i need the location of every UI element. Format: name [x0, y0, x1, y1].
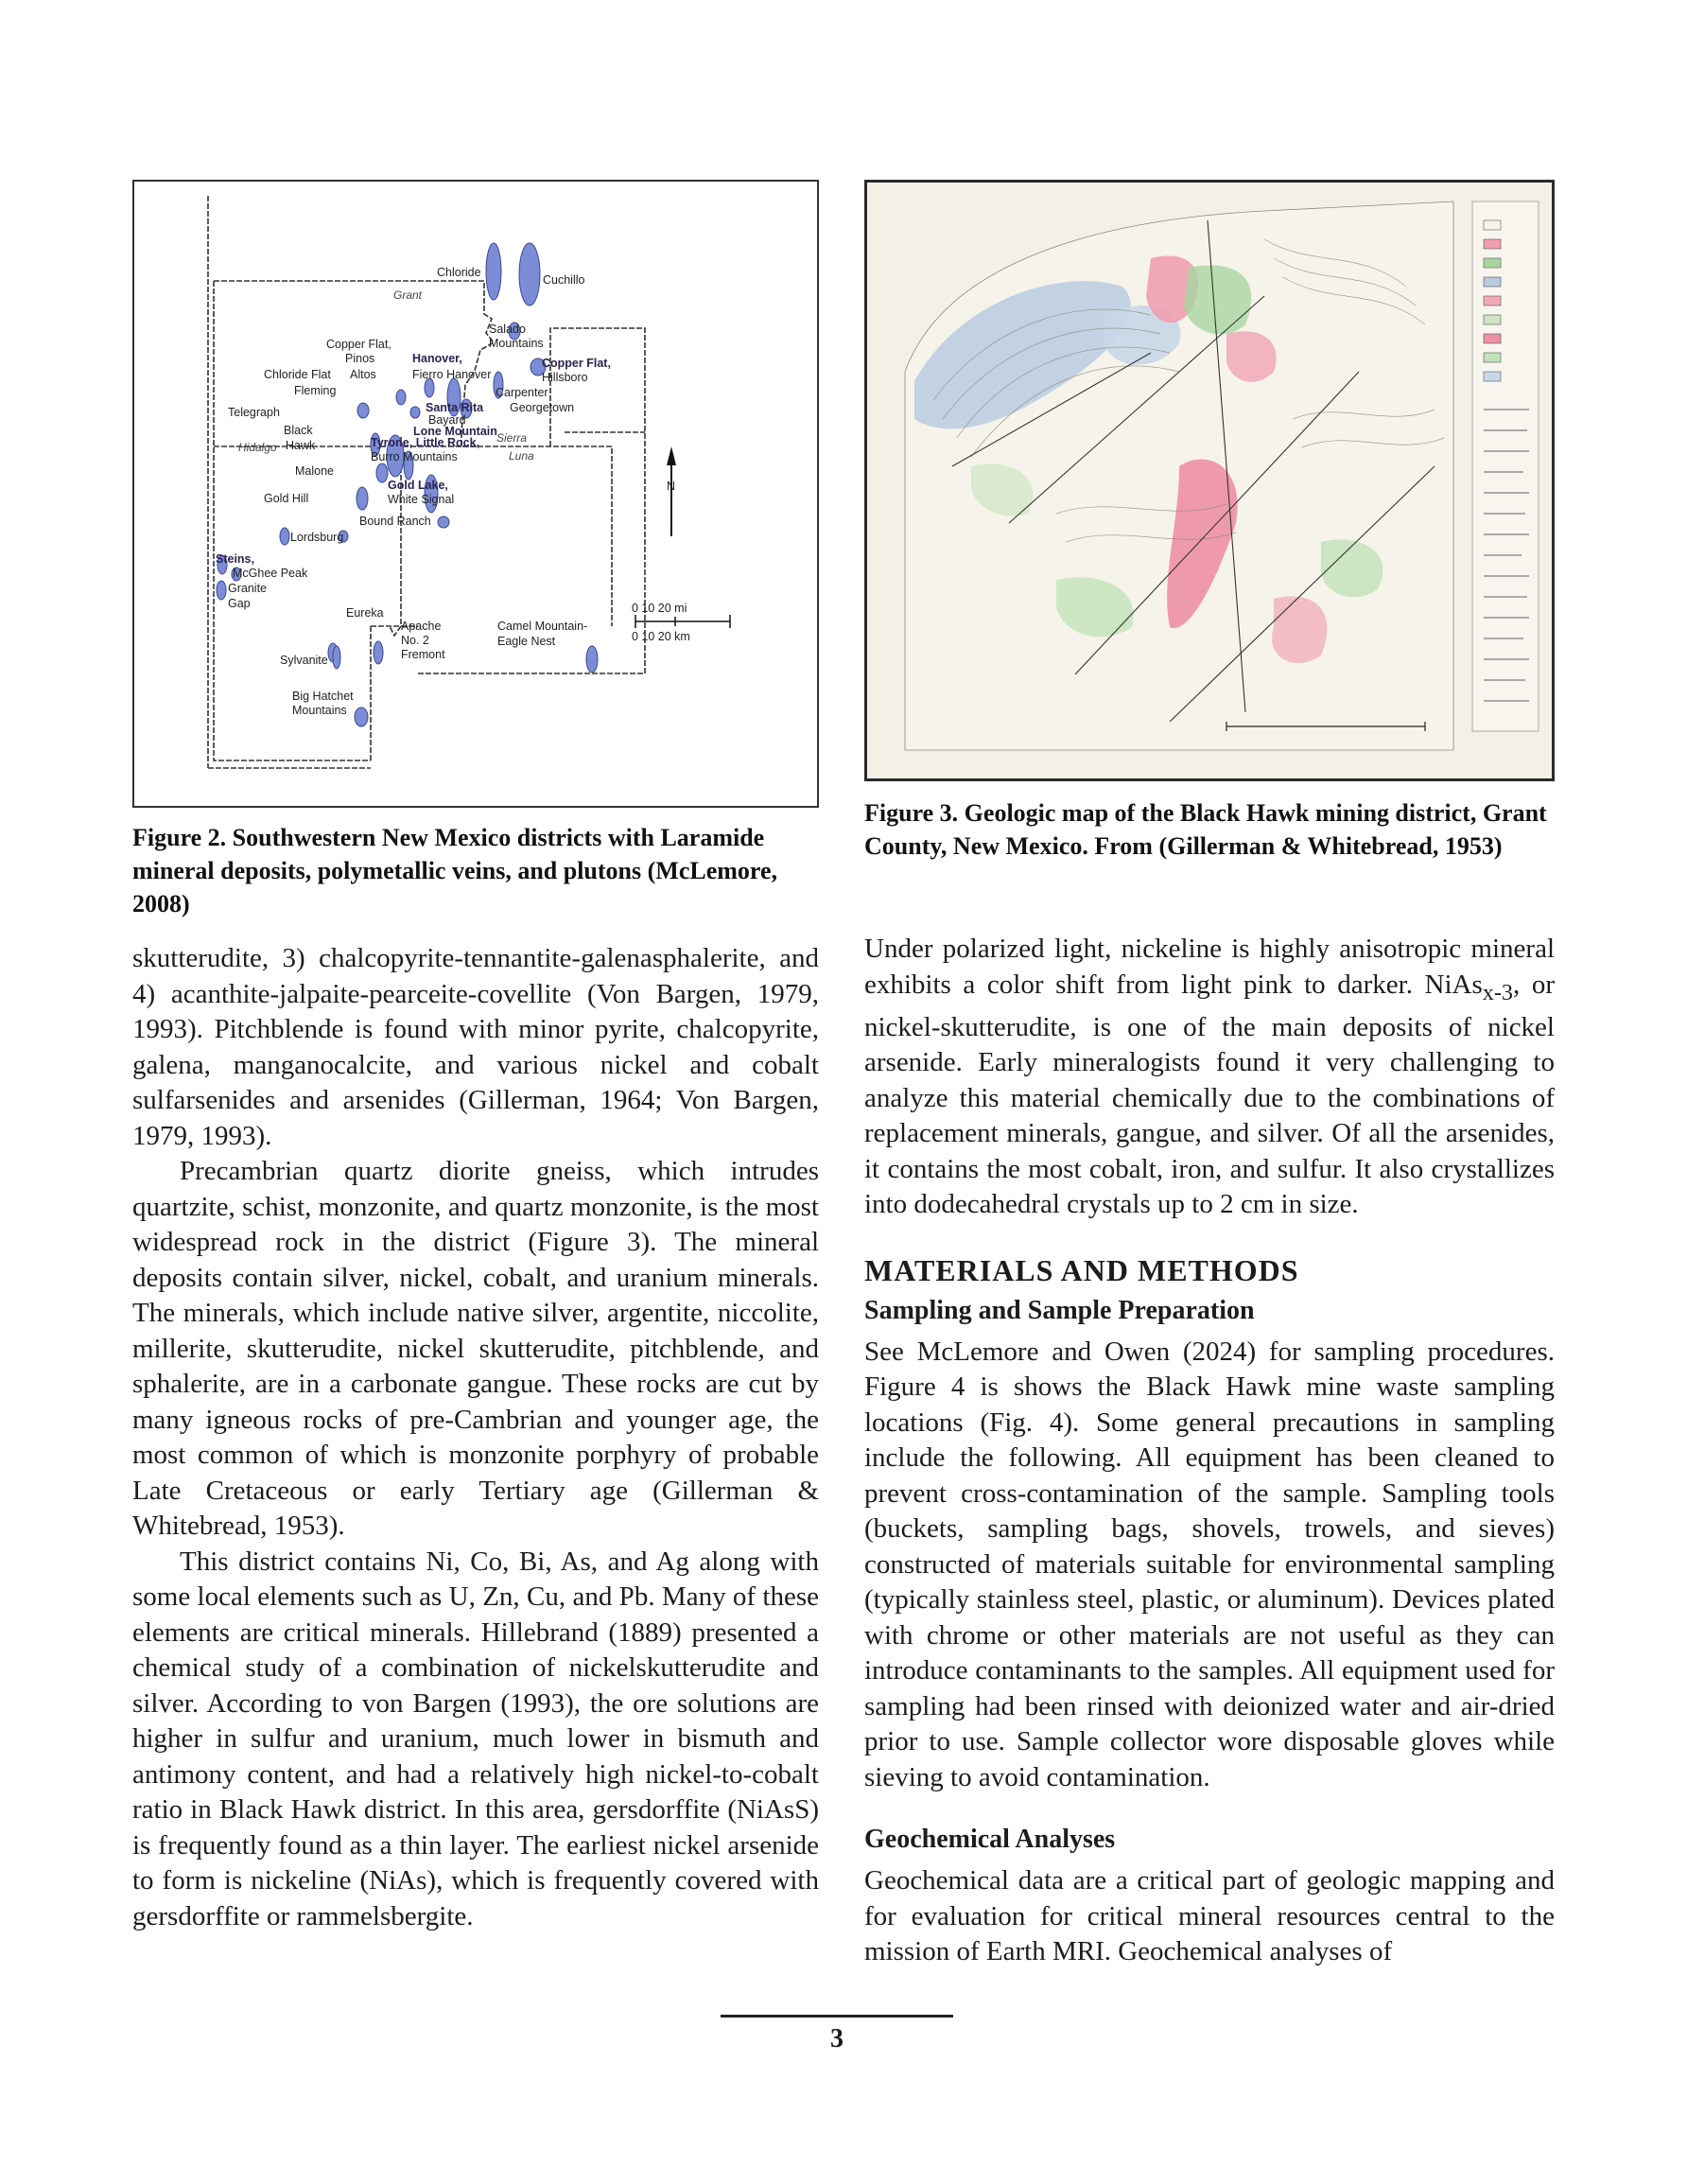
geologic-map-svg	[867, 183, 1552, 778]
label-fremont: Fremont	[401, 648, 445, 661]
left-paragraph-3: This district contains Ni, Co, Bi, As, and Ag along with some local elements such as U, Zn, Cu, and Pb. Many of these elements are critical minerals. Hillebrand (1889) presented a chemical study of a combination of nickelskutterudite and silver. According to von Bargen (1993), the ore solutions are higher in sulfur and uranium, much lower in bismuth and antimony content, and had a relatively high nickel-to-cobalt ratio in Black Hawk district. In this area, gersdorffite (NiAsS) is frequently found as a thin layer. The earliest nickel arsenide to form is nickeline (NiAs), which is frequently covered with gersdorffite or rammelsbergite.	[132, 1546, 819, 1931]
figure-3-geologic-map	[864, 180, 1555, 781]
lordsburg-district	[280, 528, 289, 545]
label-hidalgo: Hidalgo	[238, 441, 277, 454]
label-telegraph: Telegraph	[228, 406, 280, 419]
label-bound-ranch: Bound Ranch	[359, 515, 431, 528]
label-sylvanite: Sylvanite	[280, 654, 328, 667]
label-bayard: Bayard	[428, 413, 466, 427]
figure-2-caption: Figure 2. Southwestern New Mexico districts with Laramide mineral deposits, polymetallic veins, and plutons (McLemore, 2008)	[132, 824, 778, 917]
label-granite: Granite	[228, 582, 267, 595]
fleming-district	[410, 407, 420, 418]
scale-miles: 0 10 20 mi	[632, 602, 687, 615]
bound-ranch-district	[438, 516, 449, 528]
north-arrow-icon	[667, 446, 676, 536]
label-burro: Burro Mountains	[371, 450, 458, 463]
label-big-hatchet-mountains: Mountains	[292, 704, 347, 717]
label-malone: Malone	[295, 464, 334, 478]
label-white-signal: White Signal	[388, 493, 455, 506]
label-salado-mountains: Mountains	[489, 337, 544, 350]
granite-gap-district	[217, 581, 226, 600]
label-carpenter: Carpenter	[496, 386, 548, 399]
right-paragraph-1: Under polarized light, nickeline is highly anisotropic mineral exhibits a color shift from light pink to darker. NiAs$_{x-3}$, or nickel-skutterudite, is one of the main deposits of nickel arsenide. Early mineralogists found it very challenging to analyze this material chemically due to the combinations of replacement minerals, gangue, and silver. Of all the arsenides, it contains the most cobalt, iron, and sulfur. It also crystallizes into dodecahedral crystals up to 2 cm in size.	[864, 934, 1555, 1220]
label-cuchillo: Cuchillo	[543, 273, 585, 287]
chloride-flat-district	[396, 390, 406, 405]
label-salado: Salado	[489, 323, 526, 336]
label-black: Black	[284, 424, 313, 437]
label-fierro-hanover: Fierro Hanover	[412, 368, 492, 381]
gold-hill-district	[357, 487, 368, 510]
label-big-hatchet: Big Hatchet	[292, 690, 354, 703]
label-gold-hill: Gold Hill	[264, 492, 309, 505]
svg-text:N: N	[667, 480, 676, 493]
geologic-map-legend	[1472, 201, 1539, 731]
label-eagle: Eagle Nest	[497, 635, 556, 648]
label-chloride-flat: Chloride Flat	[264, 368, 331, 381]
label-chloride: Chloride	[437, 266, 481, 279]
label-tyrone: Tyrone, Little Rock,	[371, 436, 480, 449]
pinos-altos-district	[425, 378, 434, 397]
label-lone-mountain: Lone Mountain	[413, 425, 497, 438]
label-hanover: Hanover,	[412, 352, 462, 365]
label-fleming: Fleming	[294, 384, 337, 397]
sylvanite-district	[333, 646, 340, 669]
label-gap: Gap	[228, 597, 251, 610]
label-steins: Steins,	[216, 552, 254, 566]
label-altos: Altos	[350, 368, 376, 381]
district-map-svg	[134, 182, 817, 806]
big-hatchet-district	[355, 708, 368, 726]
label-luna: Luna	[509, 449, 534, 463]
label-hawk: Hawk	[286, 439, 316, 452]
right-text-column	[864, 932, 1555, 1970]
label-gold-lake: Gold Lake,	[388, 479, 448, 492]
page-number: 3	[830, 2024, 844, 2053]
malone-district	[376, 463, 388, 482]
label-camel: Camel Mountain-	[497, 620, 588, 633]
label-georgetown: Georgetown	[510, 401, 575, 414]
label-lordsburg: Lordsburg	[290, 531, 344, 544]
footer-rule	[721, 2015, 953, 2018]
apache-no2-district	[374, 641, 383, 664]
subheading-geochemical: Geochemical Analyses	[864, 1825, 1116, 1855]
label-sierra: Sierra	[496, 431, 528, 445]
right-paragraph-2: See McLemore and Owen (2024) for sampling procedures. Figure 4 is shows the Black Hawk mine waste sampling locations (Fig. 4). Some general precautions in sampling include the following. All equipment has been cleaned to prevent cross-contamination of the sample. Sampling tools (buckets, sampling bags, shovels, trowels, and sieves) constructed of materials suitable for environmental sampling (typically stainless steel, plastic, or aluminum). Devices plated with chrome or other materials are not useful as they can introduce contaminants to the samples. All equipment used for sampling had been rinsed with deionized water and air-dried prior to use. Sample collector wore disposable gloves while sieving to avoid contamination.	[864, 1336, 1555, 1792]
label-no2: No. 2	[401, 634, 429, 647]
left-paragraph-2: Precambrian quartz diorite gneiss, which intrudes quartzite, schist, monzonite, and quartz monzonite, is the most widespread rock in the district (Figure 3). The mineral deposits contain silver, nickel, cobalt, and uranium minerals. The minerals, which include native silver, argentite, niccolite, millerite, skutterudite, nickel skutterudite, pitchblende, and sphalerite, are in a carbonate gangue. These rocks are cut by many igneous rocks of pre-Cambrian and younger age, the most common of which is monzonite porphyry of probable Late Cretaceous or early Tertiary age (Gillerman & Whitebread, 1953).	[132, 1156, 819, 1541]
left-text-column	[132, 941, 819, 1934]
figure-3-caption: Figure 3. Geologic map of the Black Hawk mining district, Grant County, New Mexico. From (Gillerman & Whitebread, 1953)	[864, 799, 1547, 860]
telegraph-district	[357, 403, 369, 418]
subheading-sampling: Sampling and Sample Preparation	[864, 1295, 1255, 1325]
label-mcghee: McGhee Peak	[233, 567, 308, 580]
chloride-district	[486, 243, 501, 300]
label-copper-flat-pinos: Copper Flat,	[326, 338, 391, 351]
label-copper-flat-bold: Copper Flat,	[542, 357, 611, 370]
label-pinos: Pinos	[345, 352, 375, 365]
right-paragraph-3: Geochemical data are a critical part of geologic mapping and for evaluation for critical mineral resources central to the mission of Earth MRI. Geochemical analyses of	[864, 1865, 1555, 1967]
label-santa-rita: Santa Rita	[426, 401, 484, 414]
section-heading-materials-methods: MATERIALS AND METHODS	[864, 1252, 1299, 1287]
scale-kilometers: 0 10 20 km	[632, 630, 690, 643]
scale-bar	[632, 602, 730, 643]
camel-mountain-district	[586, 646, 598, 673]
label-eureka: Eureka	[346, 606, 384, 620]
label-apache: Apache	[401, 620, 442, 633]
figure-2-map	[132, 180, 819, 808]
label-hillsboro: Hillsboro	[542, 371, 588, 384]
subscript: x-3	[1482, 979, 1513, 1005]
left-paragraph-1: skutterudite, 3) chalcopyrite-tennantite-galenasphalerite, and 4) acanthite-jalpaite-pearceite-covellite (Von Bargen, 1979, 1993). Pitchblende is found with minor pyrite, chalcopyrite, galena, manganocalcite, and various nickel and cobalt sulfarsenides and arsenides (Gillerman, 1964; Von Bargen, 1979, 1993).	[132, 943, 819, 1151]
cuchillo-district	[519, 243, 540, 306]
label-grant: Grant	[393, 288, 423, 302]
